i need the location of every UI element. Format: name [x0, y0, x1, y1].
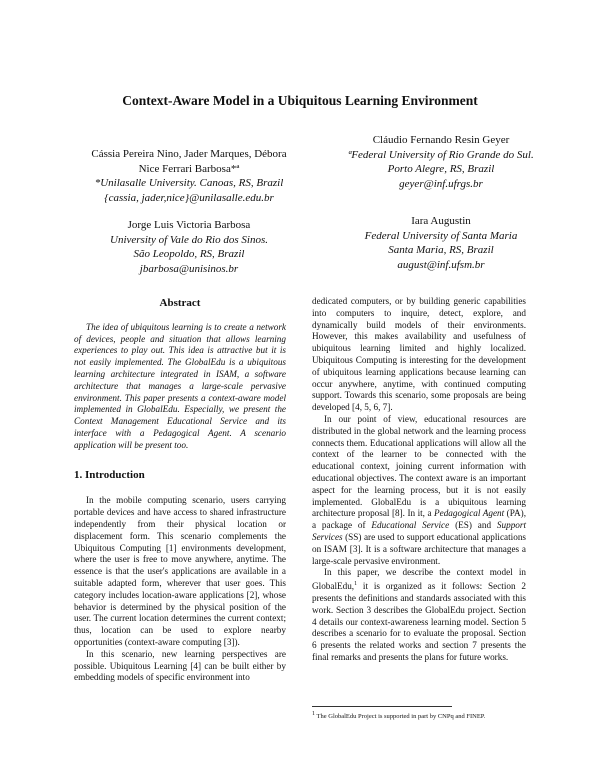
text-run: In our point of view, educational resources are distributed in the global network and the learning process connects them. Educational applications will allow all the context of the learner to be connected with the educational context, joining current information with educational objectives. The context aware is an important aspect for the learning process, but it is not easily implemented. GlobalEdu is a ubiquitous learning architecture proposal [8]. In it, a [312, 413, 526, 519]
author-names: Jorge Luis Victoria Barbosa [127, 219, 251, 231]
paragraph: In this scenario, new learning perspectives are possible. Ubiquitous Learning [4] can be built either by embedding models of specific environment into [74, 648, 286, 683]
paragraph [312, 567, 526, 663]
footnote-text: The GlobalEdu Project is supported in part by CNPq and FINEP. [316, 713, 486, 721]
author-names: Cláudio Fernando Resin Geyer [372, 134, 510, 146]
author-affiliation: Federal University of Santa Maria [364, 229, 518, 242]
footnote-rule [312, 706, 452, 707]
paragraph [312, 414, 526, 567]
left-column [74, 298, 286, 684]
text-run: In this paper, we describe the context model in GlobalEdu, [312, 567, 526, 592]
paragraph: dedicated computers, or by building generic capabilities into computers to inquire, detect, explore, and dynamically build models of their environments. However, this makes availability and usefulness of ubiquitous learning limited and highly localized. Ubiquitous Computing is interesting for the development of ubiquitous learning applications because learning can occur anywhere, anytime, with continued computing support. Towards this scenario, some proposals are being developed [4, 5, 6, 7]. [312, 296, 526, 413]
author-location: Porto Alegre, RS, Brazil [387, 163, 495, 175]
abstract [74, 322, 286, 452]
author-location: Santa Maria, RS, Brazil [388, 244, 494, 256]
paper-title: Context-Aware Model in a Ubiquitous Learning Environment [122, 93, 478, 108]
author-location: São Leopoldo, RS, Brazil [133, 248, 245, 260]
author-block-1 [54, 147, 324, 205]
text-run: (PA), a package of [312, 508, 526, 531]
footnote [312, 711, 526, 720]
author-block-2 [306, 133, 576, 191]
section-heading-introduction: 1. Introduction [74, 468, 145, 481]
author-block-3 [54, 218, 324, 276]
author-email: august@inf.ufsm.br [397, 258, 485, 271]
author-names: Cássia Pereira Nino, Jader Marques, Débora [91, 148, 287, 160]
author-affiliation: University of Vale do Rio dos Sinos. [110, 233, 268, 246]
term-pedagogical-agent: Pedagogical Agent [434, 508, 505, 519]
paragraph: In the mobile computing scenario, users carrying portable devices and have access to shared infrastructure independently from their physical location or displacement form. This scenario complements the Ubiquitous Computing [1] environments development, where the user is free to move anywhere, anytime. The essence is that the user's applications are available in a suitable adapted form, wherever that user goes. This category includes location-aware applications [2], whose behavior is determined by the physical position of the user. The current location determines the current context; thus, location can be used to explore nearby opportunities (context-aware computing [3]). [74, 495, 286, 647]
right-column [312, 296, 526, 664]
author-email: geyer@inf.ufrgs.br [399, 177, 483, 190]
term-support-services: Support Services [312, 520, 527, 542]
term-educational-service: Educational Service [371, 520, 450, 531]
text-run: it is organized as it follows: Section 2 presents the definitions and standards associated with this work. Section 3 describes the GlobalEdu project. Section 4 details our context-awareness learning model. Section 5 describes a scenario for to evaluate the proposal. Section 6 presents the related works and section 7 presents the final remarks and presents the plans for future works. [312, 581, 526, 662]
author-affiliation: *Unilasalle University. Canoas, RS, Brazil [94, 177, 284, 189]
abstract-heading: Abstract [159, 297, 201, 309]
author-email: jbarbosa@unisinos.br [139, 262, 239, 275]
author-names: Nice Ferrari Barbosa*ª [138, 162, 240, 175]
text-run: (SS) are used to support educational applications on ISAM [3]. It is a software architecture that manages a large-scale pervasive environment. [312, 531, 526, 566]
author-affiliation: ªFederal University of Rio Grande do Sul. [348, 148, 534, 161]
footnote-number: 1 [312, 711, 315, 717]
abstract-text: The idea of ubiquitous learning is to create a network of devices, people and situation that allows learning experiences to play out. This idea is attractive but it is not easily implemented. The GlobalEdu is a ubiquitous learning architecture integrated in ISAM, a software architecture that manages a large-scale pervasive environment. This paper presents a context-aware model implemented in GlobalEdu. Especially, we present the Context Management Educational Service and its interface with a Pedagogical Agent. A scenario application will be present too. [74, 321, 286, 450]
text-run: (ES) and [449, 520, 497, 531]
author-email: {cassia, jader,nice}@unilasalle.edu.br [104, 191, 274, 204]
footnote-mark[interactable]: 1 [354, 581, 358, 588]
author-names: Iara Augustin [411, 215, 471, 227]
author-block-4 [306, 214, 576, 272]
